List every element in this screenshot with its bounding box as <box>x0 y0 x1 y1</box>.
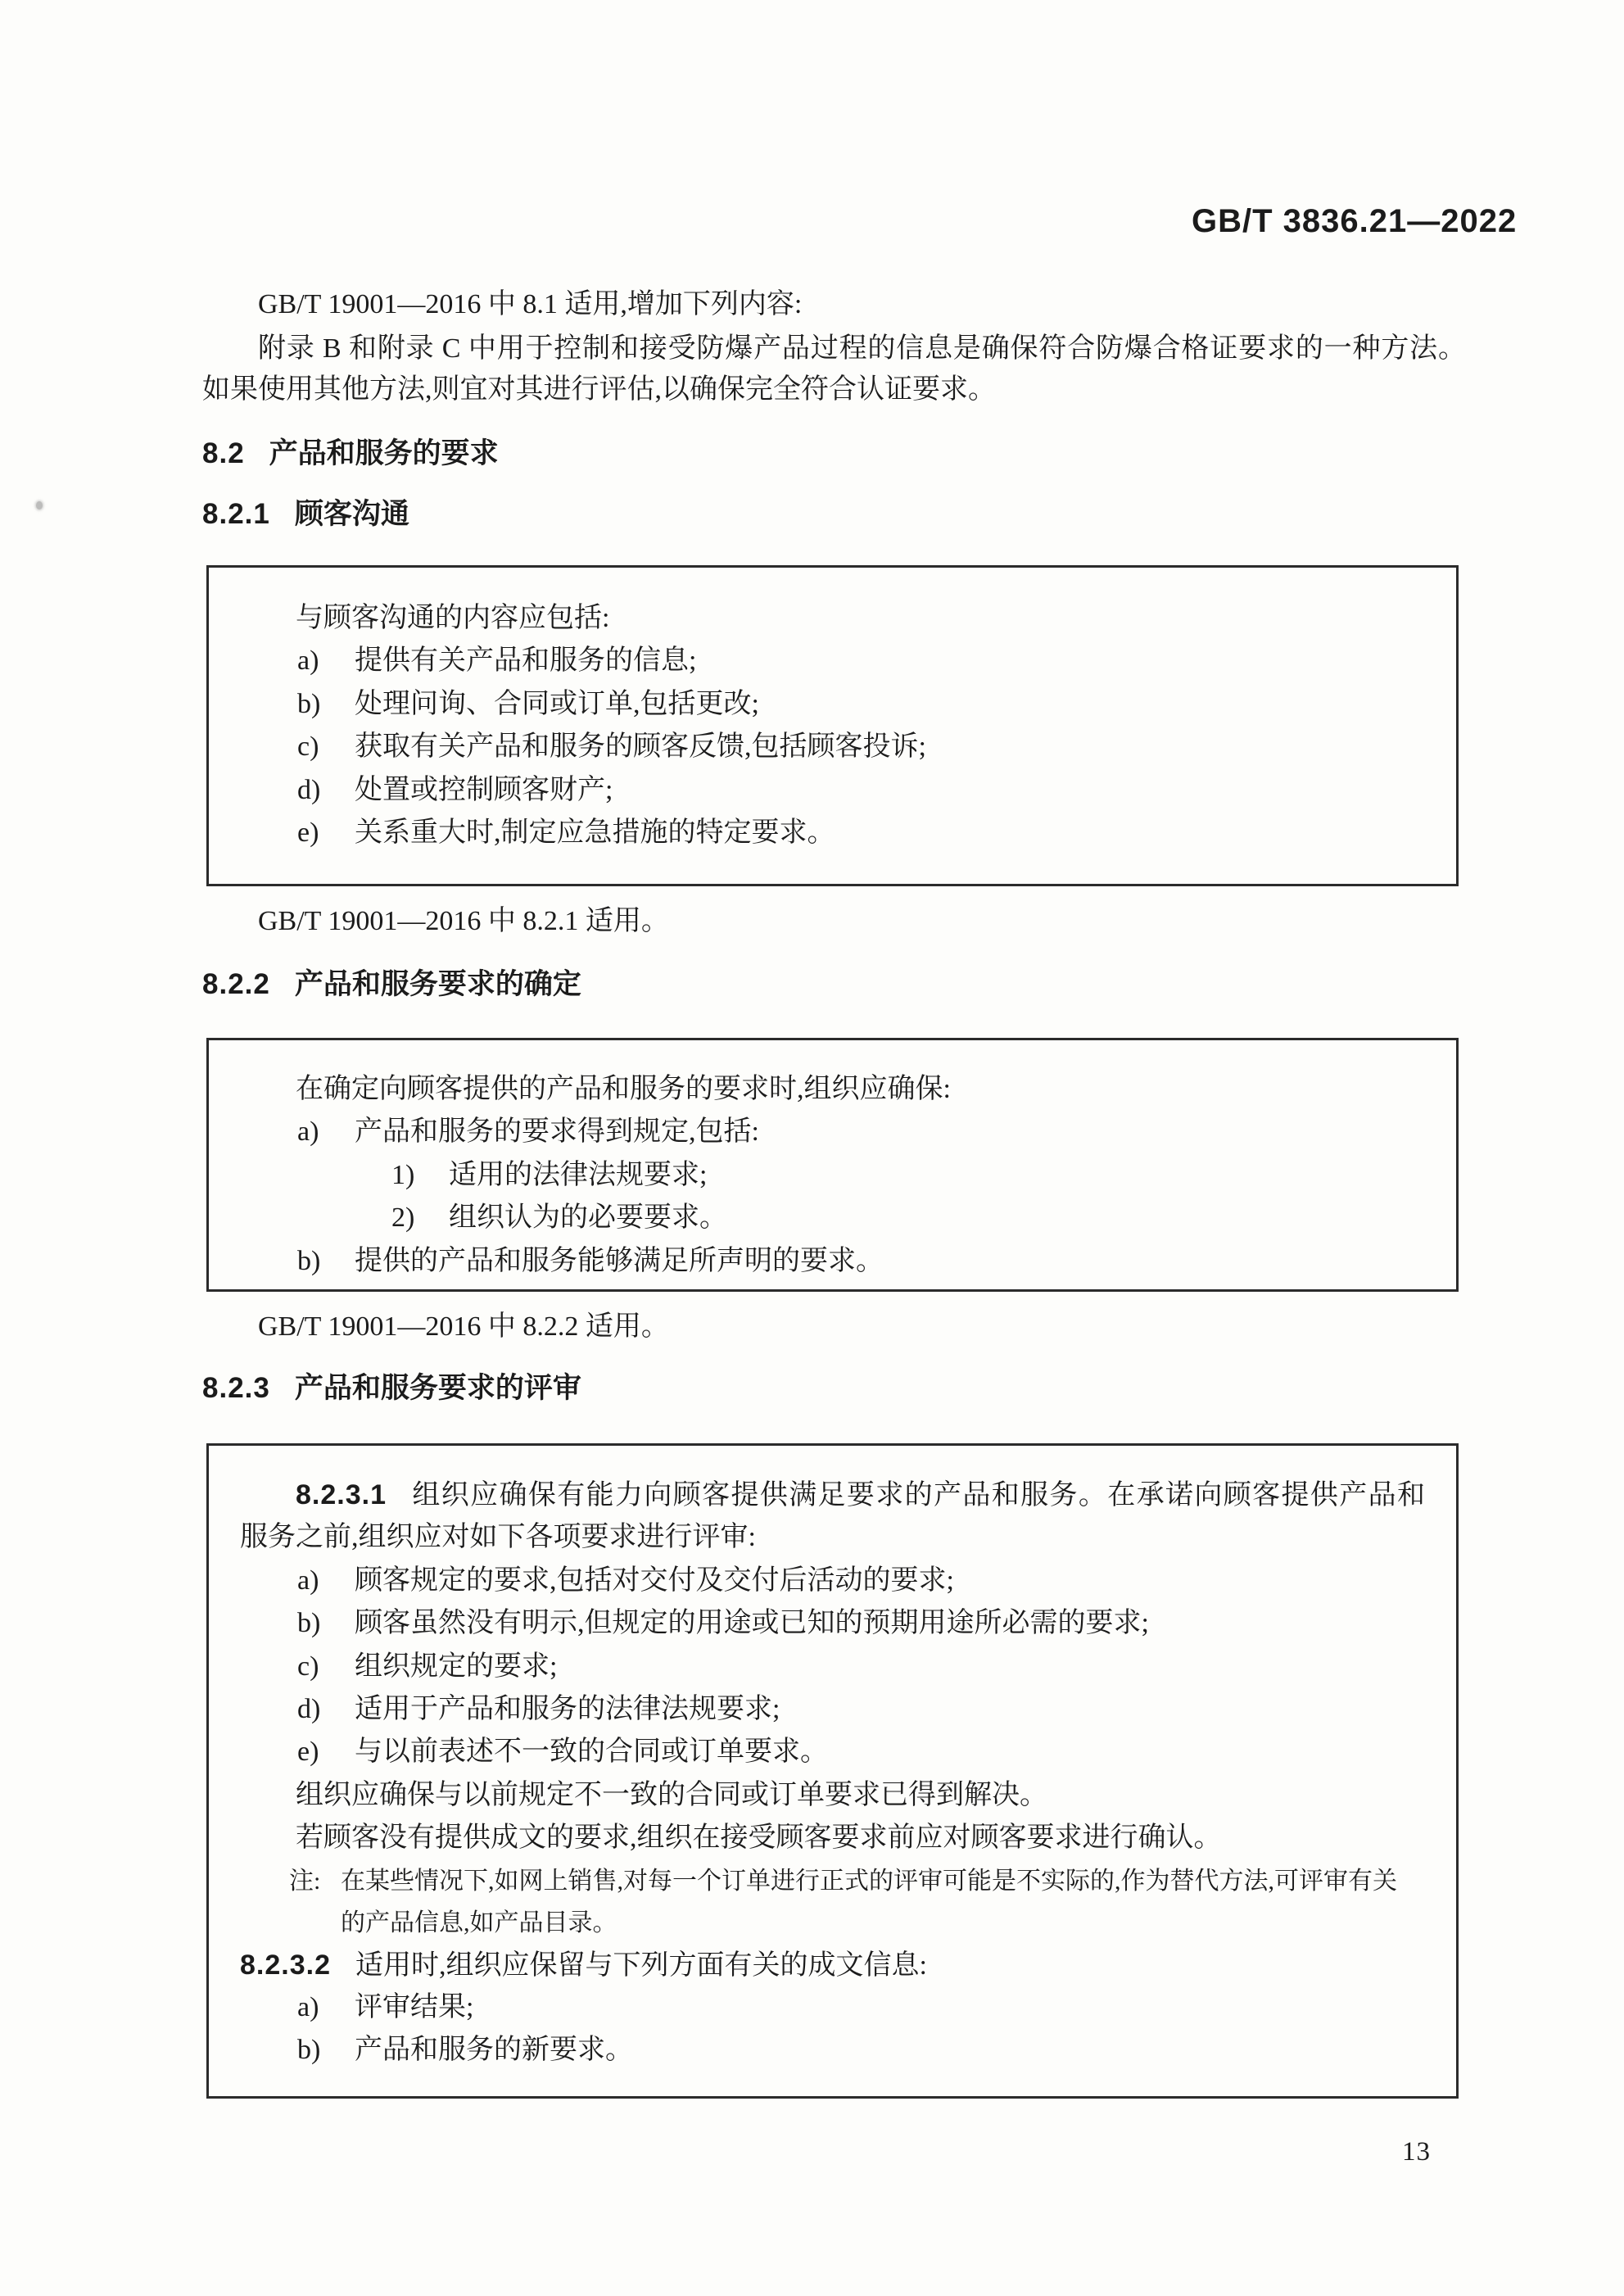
section-number: 8.2 <box>202 437 245 469</box>
list-item <box>240 1688 1425 1731</box>
list-item-text: 获取有关产品和服务的顾客反馈,包括顾客投诉; <box>355 731 926 763</box>
requirement-box-customer-communication <box>206 565 1459 886</box>
clause-text: 适用时,组织应保留与下列方面有关的成文信息: <box>355 1950 927 1981</box>
list-item-text: 顾客虽然没有明示,但规定的用途或已知的预期用途所必需的要求; <box>355 1608 1149 1639</box>
section-heading-8-2 <box>202 432 499 475</box>
list-item <box>240 1560 1425 1602</box>
list-item-label: e) <box>297 1737 319 1768</box>
list-item-label: b) <box>297 1608 321 1639</box>
page-number: 13 <box>1402 2137 1431 2167</box>
sub-list-item-label: 1) <box>391 1159 415 1190</box>
scan-speck <box>36 501 43 509</box>
list-item-text: 产品和服务的要求得到规定,包括: <box>355 1116 759 1148</box>
list-item-text: 提供的产品和服务能够满足所声明的要求。 <box>355 1245 884 1276</box>
note-label: 注: <box>289 1867 321 1895</box>
list-item-label: c) <box>297 1651 319 1682</box>
list-item <box>240 812 1425 854</box>
section-heading-8-2-2 <box>202 963 581 1006</box>
clause-number: 8.2.3.1 <box>296 1479 387 1510</box>
section-number: 8.2.1 <box>202 498 270 530</box>
list-item-label: a) <box>297 1565 319 1596</box>
list-item <box>240 2029 1425 2072</box>
list-item-label: b) <box>297 1245 321 1276</box>
note-line-1 <box>240 1860 1425 1902</box>
list-item-text: 处置或控制顾客财产; <box>355 774 613 805</box>
sub-list-item-text: 组织认为的必要要求。 <box>449 1202 727 1234</box>
section-title: 产品和服务要求的确定 <box>294 968 581 1000</box>
list-item-label: a) <box>297 1991 319 2022</box>
standard-code-header: GB/T 3836.21—2022 <box>1192 203 1518 239</box>
list-item-text: 与以前表述不一致的合同或订单要求。 <box>355 1737 828 1768</box>
list-item-text: 处理问询、合同或订单,包括更改; <box>355 688 759 719</box>
list-item-text: 产品和服务的新要求。 <box>355 2035 633 2066</box>
list-item <box>240 769 1425 812</box>
list-item-label: c) <box>297 731 319 763</box>
intro-paragraph-2-line-1: 附录 B 和附录 C 中用于控制和接受防爆产品过程的信息是确保符合防爆合格证要求的一种方法。 <box>258 333 1466 364</box>
list-item-label: a) <box>297 645 319 677</box>
note-line-2: 的产品信息,如产品目录。 <box>341 1909 617 1936</box>
clause-8-2-3-1-line-2: 服务之前,组织应对如下各项要求进行评审: <box>240 1522 756 1553</box>
list-item-text: 适用于产品和服务的法律法规要求; <box>355 1693 780 1724</box>
section-number: 8.2.2 <box>202 968 270 1000</box>
note-text: 在某些情况下,如网上销售,对每一个订单进行正式的评审可能是不实际的,作为替代方法,可评审有关 <box>341 1867 1397 1895</box>
list-item <box>240 1646 1425 1688</box>
box-intro-line: 与顾客沟通的内容应包括: <box>296 603 610 633</box>
sub-list-item <box>240 1154 1425 1197</box>
clause-text: 组织应确保有能力向顾客提供满足要求的产品和服务。在承诺向顾客提供产品和 <box>410 1480 1425 1510</box>
list-item-text: 提供有关产品和服务的信息; <box>355 645 697 677</box>
section-number: 8.2.3 <box>202 1372 270 1404</box>
clause-8-2-3-1-line-1 <box>240 1474 1425 1516</box>
sub-list-item-text: 适用的法律法规要求; <box>449 1159 708 1190</box>
intro-paragraph-1: GB/T 19001—2016 中 8.1 适用,增加下列内容: <box>258 289 803 319</box>
list-item <box>240 683 1425 726</box>
list-item-label: a) <box>297 1116 319 1148</box>
section-title: 产品和服务的要求 <box>269 437 499 469</box>
box-paragraph: 若顾客没有提供成文的要求,组织在接受顾客要求前应对顾客要求进行确认。 <box>296 1823 1222 1854</box>
list-item <box>240 726 1425 768</box>
list-item-text: 关系重大时,制定应急措施的特定要求。 <box>355 817 835 848</box>
list-item-label: d) <box>297 774 321 805</box>
list-item-label: b) <box>297 688 321 719</box>
requirement-box-review-of-requirements <box>206 1443 1459 2099</box>
list-item-text: 组织规定的要求; <box>355 1651 558 1682</box>
clause-number: 8.2.3.2 <box>240 1949 331 1981</box>
list-item <box>240 1240 1425 1283</box>
applies-statement-8-2-1: GB/T 19001—2016 中 8.2.1 适用。 <box>258 906 669 936</box>
list-item <box>240 640 1425 682</box>
intro-paragraph-2-line-2: 如果使用其他方法,则宜对其进行评估,以确保完全符合认证要求。 <box>202 374 996 405</box>
box-paragraph: 组织应确保与以前规定不一致的合同或订单要求已得到解决。 <box>296 1779 1047 1810</box>
sub-list-item <box>240 1197 1425 1239</box>
applies-statement-8-2-2: GB/T 19001—2016 中 8.2.2 适用。 <box>258 1311 669 1342</box>
requirement-box-determining-requirements <box>206 1038 1459 1292</box>
list-item <box>240 1731 1425 1773</box>
box-intro-line: 在确定向顾客提供的产品和服务的要求时,组织应确保: <box>296 1074 951 1104</box>
section-heading-8-2-3 <box>202 1367 581 1410</box>
section-heading-8-2-1 <box>202 493 409 536</box>
clause-8-2-3-2-line <box>240 1944 1425 1986</box>
section-title: 顾客沟通 <box>294 498 409 530</box>
list-item <box>240 1986 1425 2029</box>
list-item <box>240 1602 1425 1645</box>
list-item <box>240 1111 1425 1153</box>
list-item-label: e) <box>297 817 319 848</box>
list-item-text: 评审结果; <box>355 1991 474 2022</box>
list-item-label: b) <box>297 2035 321 2066</box>
list-item-text: 顾客规定的要求,包括对交付及交付后活动的要求; <box>355 1565 954 1596</box>
section-title: 产品和服务要求的评审 <box>294 1372 581 1404</box>
list-item-label: d) <box>297 1693 321 1724</box>
sub-list-item-label: 2) <box>391 1202 415 1234</box>
